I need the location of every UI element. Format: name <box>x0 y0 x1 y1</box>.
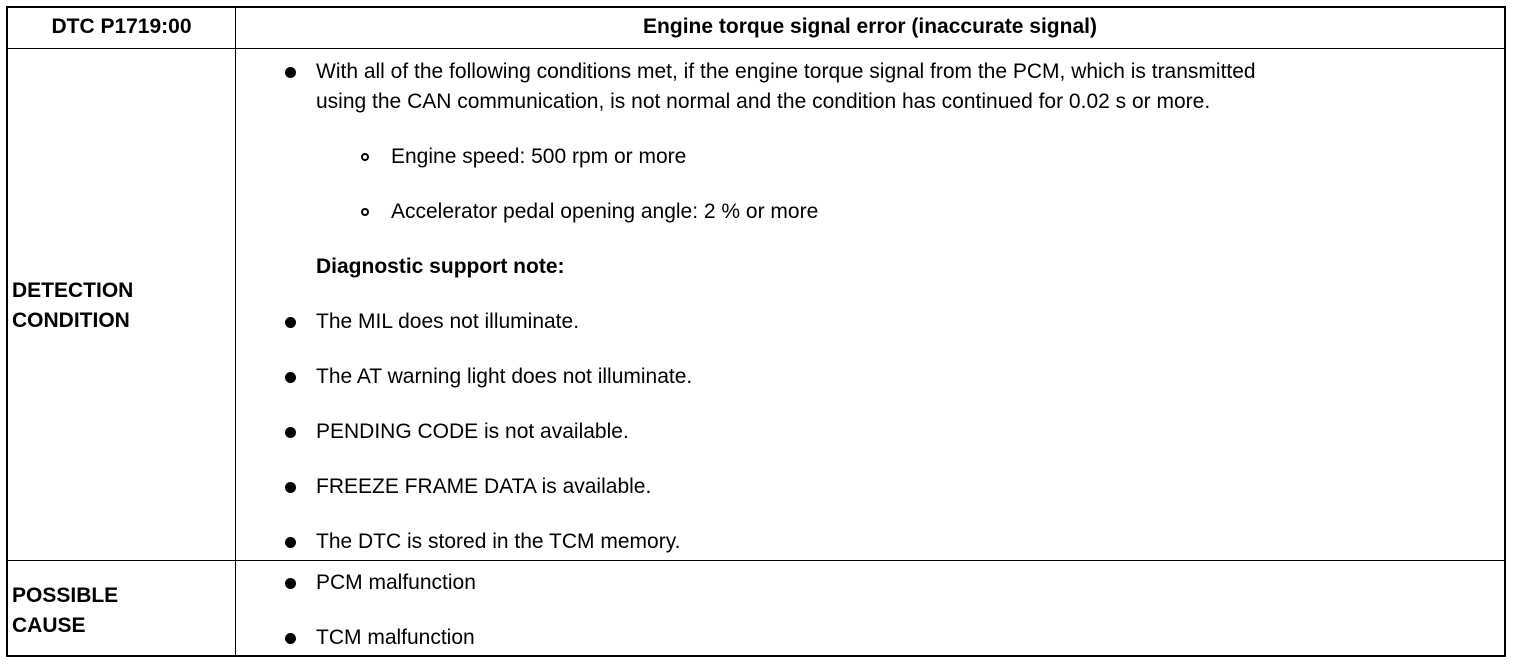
note-item-mil: The MIL does not illuminate. <box>316 310 580 333</box>
note-item-freeze-frame: FREEZE FRAME DATA is available. <box>316 475 652 498</box>
bullet-icon <box>285 372 296 383</box>
bullet-icon <box>285 67 296 78</box>
circle-bullet-icon <box>361 208 369 216</box>
bullet-icon <box>285 427 296 438</box>
bullet-icon <box>285 578 296 589</box>
cause-label-line1: POSSIBLE <box>12 584 119 607</box>
cause-label-line2: CAUSE <box>12 614 86 637</box>
bullet-icon <box>285 317 296 328</box>
bullet-icon <box>285 482 296 493</box>
note-item-at-warning: The AT warning light does not illuminate. <box>316 365 693 388</box>
detection-main-line1: With all of the following conditions met, if the engine torque signal from the PCM, which is transmitted <box>316 60 1256 83</box>
note-item-pending-code: PENDING CODE is not available. <box>316 420 629 443</box>
cause-item-tcm: TCM malfunction <box>316 626 475 649</box>
cause-item-pcm: PCM malfunction <box>316 571 476 594</box>
column-divider <box>235 8 236 655</box>
dtc-table <box>6 6 1506 657</box>
circle-bullet-icon <box>361 153 369 161</box>
row-divider <box>8 560 1504 561</box>
detection-label-line1: DETECTION <box>12 279 134 302</box>
bullet-icon <box>285 633 296 644</box>
note-item-tcm-memory: The DTC is stored in the TCM memory. <box>316 530 681 553</box>
diagnostic-note-heading: Diagnostic support note: <box>316 255 565 278</box>
sub-item-accelerator: Accelerator pedal opening angle: 2 % or more <box>391 200 819 223</box>
detection-label-line2: CONDITION <box>12 309 130 332</box>
detection-main-line2: using the CAN communication, is not normal and the condition has continued for 0.02 s or more. <box>316 90 1211 113</box>
header-divider <box>8 48 1504 49</box>
sub-item-engine-speed: Engine speed: 500 rpm or more <box>391 145 687 168</box>
dtc-title-header: Engine torque signal error (inaccurate signal) <box>643 15 1097 38</box>
dtc-code-header: DTC P1719:00 <box>51 15 192 38</box>
bullet-icon <box>285 537 296 548</box>
